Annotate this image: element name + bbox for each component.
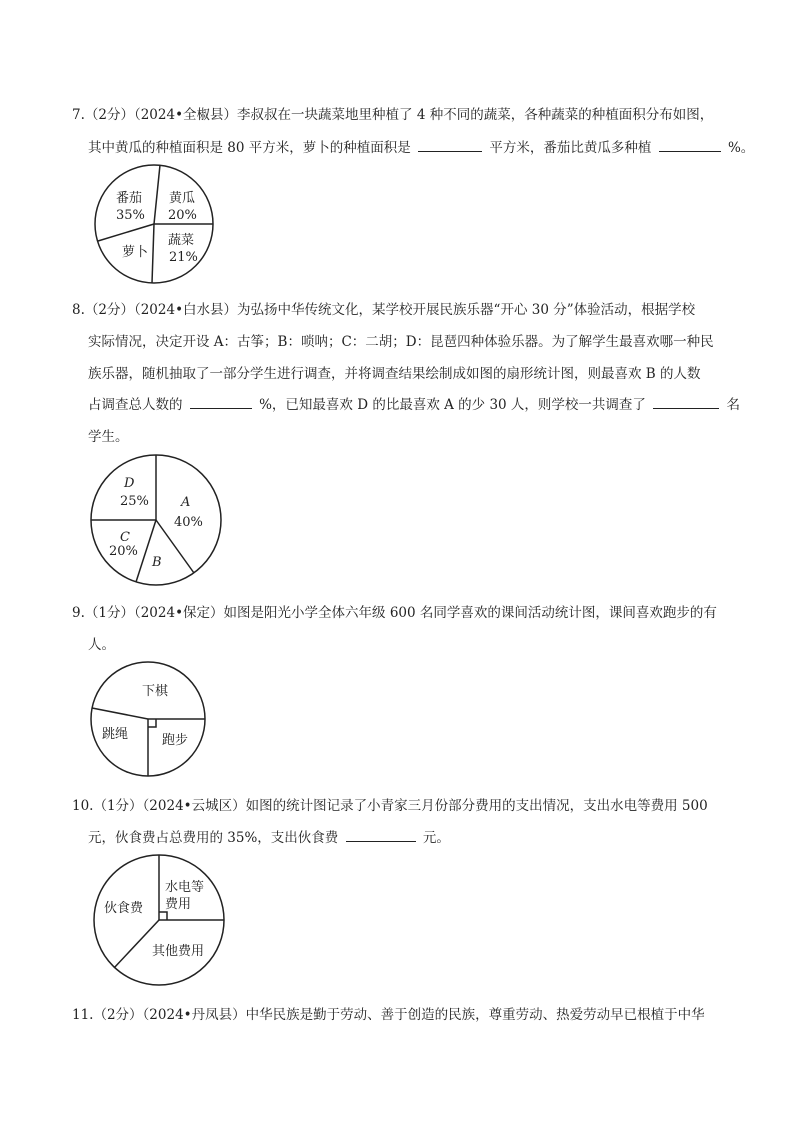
- q8-pie-divider: [136, 520, 156, 582]
- q7-label-tomato: 番茄: [116, 191, 143, 206]
- q9-line-1: 9.（1分）（2024•保定）如图是阳光小学全体六年级 600 名同学喜欢的课间活动统计图，课间喜欢跑步的有: [72, 605, 717, 621]
- q9-line-2: 人。: [88, 637, 115, 653]
- q7-text-a: 其中黄瓜的种植面积是 80 平方米，萝卜的种植面积是: [88, 140, 411, 156]
- q8-label-a: A: [181, 495, 191, 510]
- q7-pie-divider: [152, 224, 154, 283]
- q8-text-b: %，已知最喜欢 D 的比最喜欢 A 的少 30 人，则学校一共调查了: [259, 397, 646, 413]
- q10-pie-chart: [92, 853, 228, 989]
- q7-label-radish: 萝卜: [122, 245, 149, 260]
- q10-label-food: 伙食费: [104, 901, 144, 916]
- q7-pie-divider: [98, 224, 154, 241]
- q8-line-1: 8.（2分）（2024•白水县）为弘扬中华传统文化，某学校开展民族乐器“开心 30 分”体验活动，根据学校: [72, 302, 696, 318]
- q7-line-2: [88, 136, 754, 156]
- q9-label-run: 跑步: [162, 733, 189, 748]
- q11-line-1: 11.（2分）（2024•丹凤县）中华民族是勤于劳动、善于创造的民族，尊重劳动、热爱劳动早已根植于中华: [72, 1007, 705, 1023]
- q10-label-utility-2: 费用: [165, 897, 192, 912]
- q8-line-3: 族乐器，随机抽取了一部分学生进行调查，并将调查结果绘制成如图的扇形统计图，则最喜欢 B 的人数: [88, 366, 701, 382]
- q9-label-rope: 跳绳: [102, 727, 129, 742]
- q8-pct-a: 40%: [174, 515, 203, 530]
- q9-right-angle-mark: [148, 719, 156, 727]
- q7-pct-cucumber: 20%: [168, 208, 197, 223]
- q10-right-angle-mark: [159, 912, 167, 920]
- q10-text-a: 元，伙食费占总费用的 35%，支出伙食费: [88, 830, 339, 846]
- q8-pie-chart: [90, 454, 224, 588]
- q7-pie-chart: [94, 163, 216, 285]
- q8-pct-c: 20%: [109, 544, 138, 559]
- q8-line-2: 实际情况，决定开设 A：古筝；B：唢呐；C：二胡；D：昆琶四种体验乐器。为了解学生最喜欢哪一种民: [88, 334, 714, 350]
- q8-label-b: B: [152, 555, 162, 570]
- q8-text-a: 占调查总人数的: [88, 397, 183, 413]
- q7-blank-2[interactable]: [659, 138, 721, 152]
- q7-label-cucumber: 黄瓜: [169, 191, 196, 206]
- q10-blank-1[interactable]: [346, 828, 416, 842]
- q10-text-b: 元。: [422, 830, 450, 846]
- q8-blank-1[interactable]: [190, 395, 252, 409]
- q7-pie-divider: [154, 165, 160, 224]
- q8-pct-d: 25%: [120, 494, 149, 509]
- q7-pct-tomato: 35%: [116, 208, 145, 223]
- q8-label-d: D: [124, 476, 135, 491]
- q10-line-2: [88, 826, 450, 846]
- q8-line-5: 学生。: [88, 429, 129, 445]
- q8-line-4: [88, 393, 740, 413]
- q7-text-b: 平方米，番茄比黄瓜多种植: [489, 140, 652, 156]
- q7-text-c: %。: [727, 140, 755, 156]
- q7-pct-veg: 21%: [169, 250, 198, 265]
- q7-line-1: 7.（2分）（2024•全椒县）李叔叔在一块蔬菜地里种植了 4 种不同的蔬菜，各种蔬菜的种植面积分布如图，: [72, 107, 714, 123]
- q8-blank-2[interactable]: [653, 395, 719, 409]
- q10-label-other: 其他费用: [152, 944, 205, 959]
- q9-pie-divider: [92, 708, 148, 719]
- q9-label-chess: 下棋: [142, 684, 169, 699]
- q9-pie-chart: [88, 662, 208, 782]
- q7-label-veg: 蔬菜: [168, 233, 195, 248]
- q8-text-c: 名: [726, 397, 741, 413]
- q10-line-1: 10.（1分）（2024•云城区）如图的统计图记录了小青家三月份部分费用的支出情况，支出水电等费用 500: [72, 798, 708, 814]
- q7-blank-1[interactable]: [418, 138, 482, 152]
- q8-label-c: C: [120, 530, 130, 545]
- q10-label-utility-1: 水电等: [165, 880, 205, 895]
